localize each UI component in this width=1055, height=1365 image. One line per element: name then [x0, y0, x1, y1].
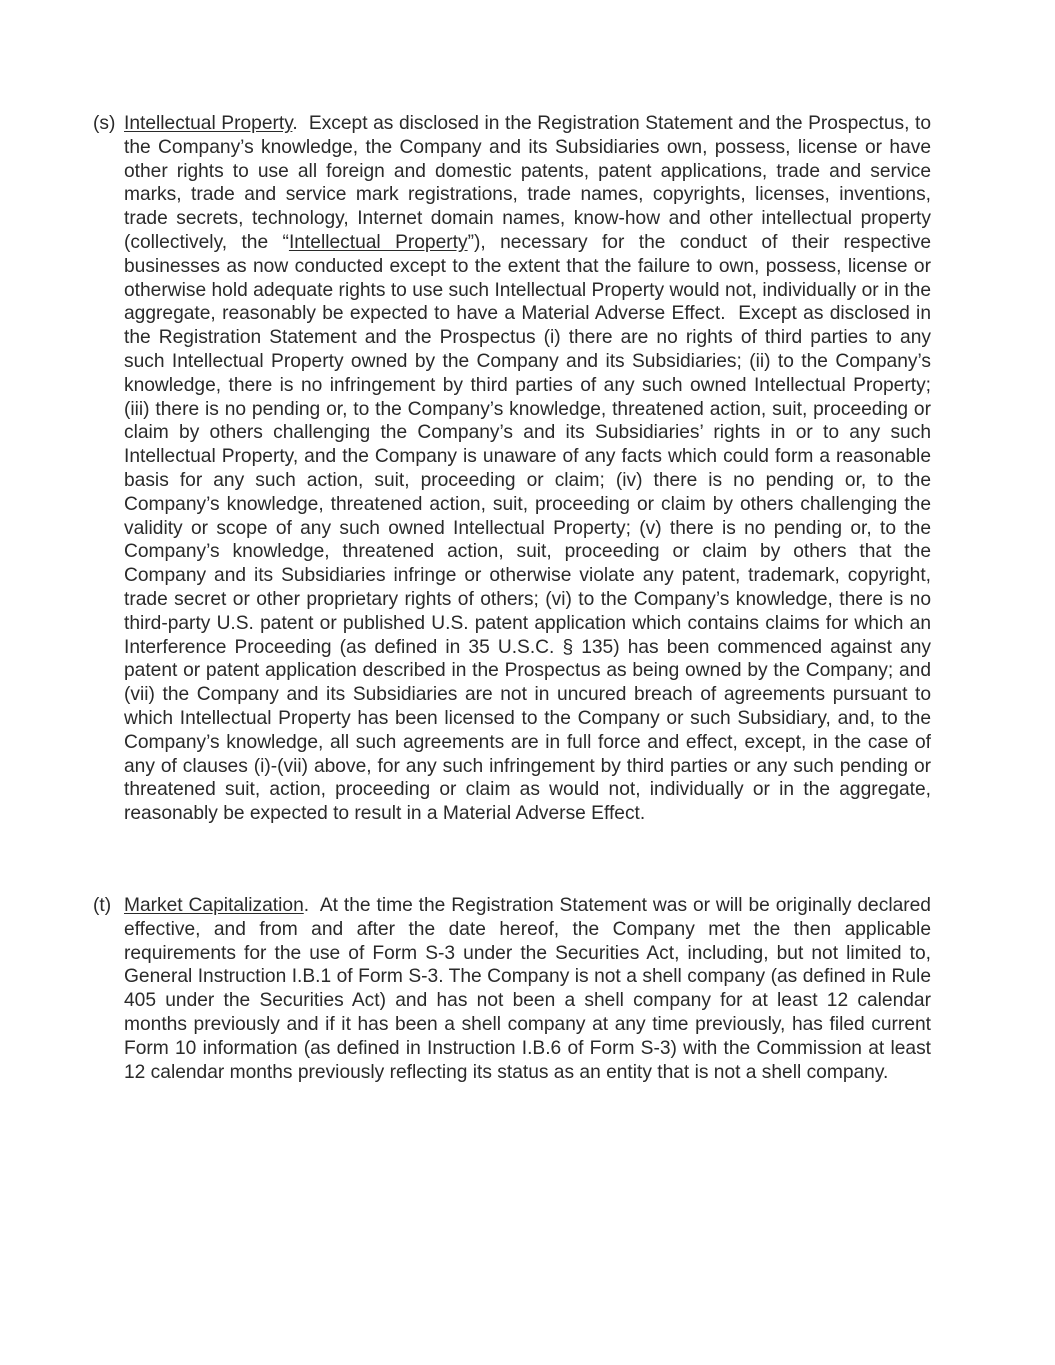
section-body [124, 894, 931, 1084]
section-text-part-2: ”), necessary for the conduct of their respective businesses as now conducted except to the extent that the failure to own, possess, license or otherwise hold adequate rights to use such Intellectual Property would not, individually or in the aggregate, reasonably be expected to have a Material Adverse Effect. Except as disclosed in the Registration Statement and the Prospectus (i) there are no rights of third parties to any such Intellectual Property owned by the Company and its Subsidiaries; (ii) to the Company’s knowledge, there is no infringement by third parties of any such owned Intellectual Property; (iii) there is no pending or, to the Company’s knowledge, threatened action, suit, proceeding or claim by others challenging the Company’s and its Subsidiaries’ rights in or to any such Intellectual Property, and the Company is unaware of any facts which could form a reasonable basis for any such action, suit, proceeding or claim; (iv) there is no pending or, to the Company’s knowledge, threatened action, suit, proceeding or claim by others challenging the validity or scope of any such owned Intellectual Property; (v) there is no pending or, to the Company’s knowledge, threatened action, suit, proceeding or claim by others that the Company and its Subsidiaries infringe or otherwise violate any patent, trademark, copyright, trade secret or other proprietary rights of others; (vi) to the Company’s knowledge, there is no third-party U.S. patent or published U.S. patent application which contains claims for which an Interference Proceeding (as defined in 35 U.S.C. § 135) has been commenced against any patent or patent application described in the Prospectus as being owned by the Company; and (vii) the Company and its Subsidiaries are not in uncured breach of agreements pursuant to which Intellectual Property has been licensed to the Company or such Subsidiary, and, to the Company’s knowledge, all such agreements are in full force and effect, except, in the case of any of clauses (i)-(vii) above, for any such infringement by third parties or any such pending or threatened suit, action, proceeding or claim as would not, individually or in the aggregate, reasonably be expected to result in a Material Adverse Effect. [124, 231, 932, 825]
heading-punctuation: . [303, 895, 310, 916]
section-market-capitalization [93, 894, 931, 1084]
section-body [124, 112, 931, 826]
section-text-part-1: At the time the Registration Statement was or will be originally declared effective, and from and after the date hereof, the Company met the then applicable requirements for the use of Form S-3 under the Securities Act, including, but not limited to, General Instruction I.B.1 of Form S-3. The Company is not a shell company (as defined in Rule 405 under the Securities Act) and has not been a shell company for at least 12 calendar months previously and if it has been a shell company at any time previously, has filed current Form 10 information (as defined in Instruction I.B.6 of Form S-3) with the Commission at least 12 calendar months previously reflecting its status as an entity that is not a shell company. [124, 895, 931, 1083]
section-text-part-1: Except as disclosed in the Registration Statement and the Prospectus, to the Company’s knowledge, the Company and its Subsidiaries own, possess, license or have other rights to use all foreign and domestic patents, patent applications, trade and service marks, trade and service mark registrations, trade names, copyrights, licenses, inventions, trade secrets, technology, Internet domain names, know-how and other intellectual property (collectively, the “ [124, 113, 932, 253]
section-label: (s) [93, 113, 116, 134]
section-heading: Intellectual Property [124, 113, 293, 134]
section-label: (t) [93, 895, 112, 916]
section-intellectual-property [93, 112, 931, 826]
heading-punctuation: . [292, 113, 298, 134]
section-heading: Market Capitalization [124, 895, 304, 916]
defined-term: Intellectual Property [288, 231, 468, 253]
